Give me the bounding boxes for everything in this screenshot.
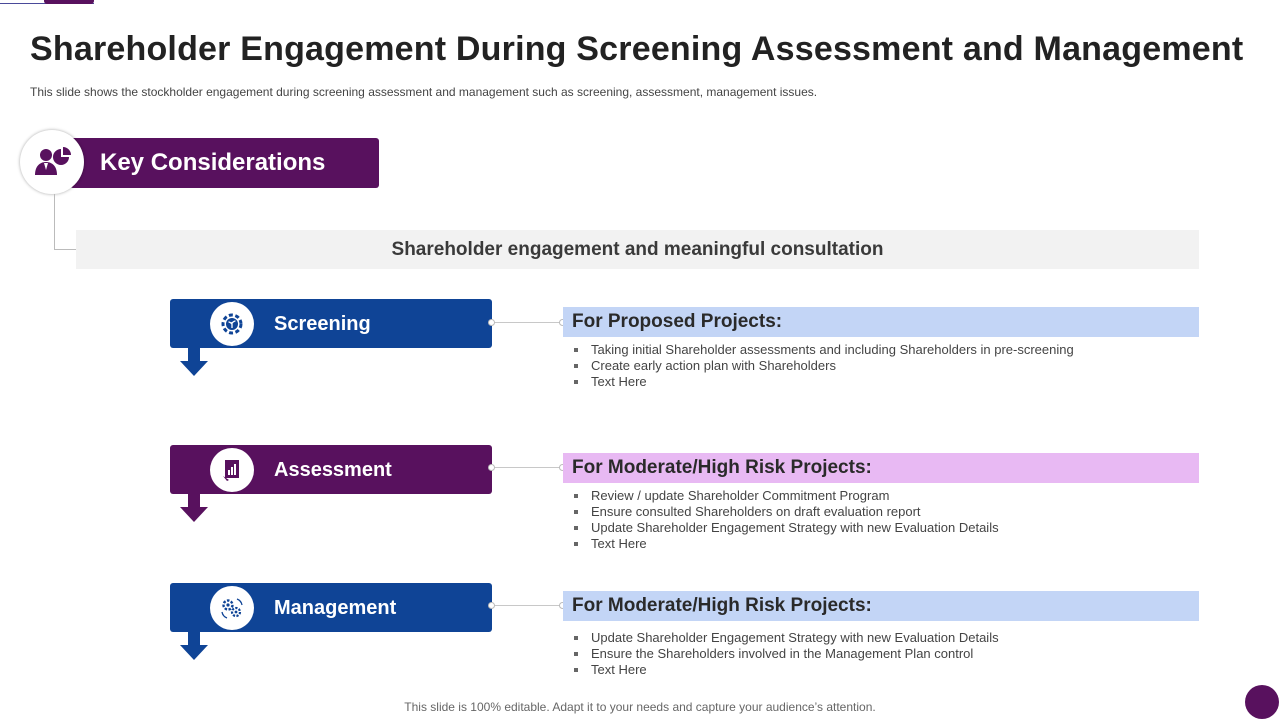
arrow-stem (188, 494, 200, 508)
list-item: Create early action plan with Shareholders (571, 358, 1074, 374)
user-pie-chart-icon (34, 146, 72, 178)
stage-icon-circle (210, 586, 254, 630)
list-item: Text Here (571, 662, 999, 678)
gears-cycle-icon (219, 595, 245, 621)
arrow-stem (188, 632, 200, 646)
stage-management (170, 583, 492, 632)
list-item: Review / update Shareholder Commitment Program (571, 488, 999, 504)
list-item: Taking initial Shareholder assessments and including Shareholders in pre-screening (571, 342, 1074, 358)
bullets-management (571, 630, 999, 678)
list-item: Ensure consulted Shareholders on draft evaluation report (571, 504, 999, 520)
stage-screening (170, 299, 492, 348)
arrow-down-icon (180, 645, 208, 660)
list-item: Update Shareholder Engagement Strategy with new Evaluation Details (571, 630, 999, 646)
heading-screening: For Proposed Projects: (563, 307, 1199, 337)
link-dot (488, 602, 495, 609)
link-line-assessment (492, 467, 563, 468)
link-line-screening (492, 322, 563, 323)
connector-vertical (54, 194, 55, 250)
link-dot (488, 319, 495, 326)
heading-assessment: For Moderate/High Risk Projects: (563, 453, 1199, 483)
list-item: Text Here (571, 374, 1074, 390)
stage-label-screening: Screening (274, 313, 371, 335)
connector-horizontal (54, 249, 76, 250)
stage-icon-circle (210, 302, 254, 346)
key-considerations-icon-circle (20, 130, 84, 194)
arrow-down-icon (180, 507, 208, 522)
list-item: Ensure the Shareholders involved in the Management Plan control (571, 646, 999, 662)
slide-subtitle: This slide shows the stockholder engagement during screening assessment and management such as screening, assessment, management issues. (30, 85, 818, 99)
document-chart-icon (219, 457, 245, 483)
stage-icon-circle (210, 448, 254, 492)
slide-title: Shareholder Engagement During Screening Assessment and Management (30, 30, 1244, 68)
stage-label-assessment: Assessment (274, 459, 392, 481)
footer-note: This slide is 100% editable. Adapt it to your needs and capture your audience’s attention. (404, 700, 876, 714)
bullets-screening (571, 342, 1074, 390)
bullets-assessment (571, 488, 999, 552)
corner-decoration (1245, 685, 1279, 719)
gear-plant-icon (219, 311, 245, 337)
stage-assessment (170, 445, 492, 494)
engagement-banner: Shareholder engagement and meaningful consultation (76, 230, 1199, 269)
list-item: Update Shareholder Engagement Strategy with new Evaluation Details (571, 520, 999, 536)
stage-label-management: Management (274, 597, 397, 619)
link-dot (488, 464, 495, 471)
list-item: Text Here (571, 536, 999, 552)
top-accent-block (44, 0, 94, 4)
link-line-management (492, 605, 563, 606)
top-accent (0, 0, 94, 4)
arrow-stem (188, 348, 200, 362)
heading-management: For Moderate/High Risk Projects: (563, 591, 1199, 621)
key-considerations-label: Key Considerations (100, 149, 326, 176)
arrow-down-icon (180, 361, 208, 376)
